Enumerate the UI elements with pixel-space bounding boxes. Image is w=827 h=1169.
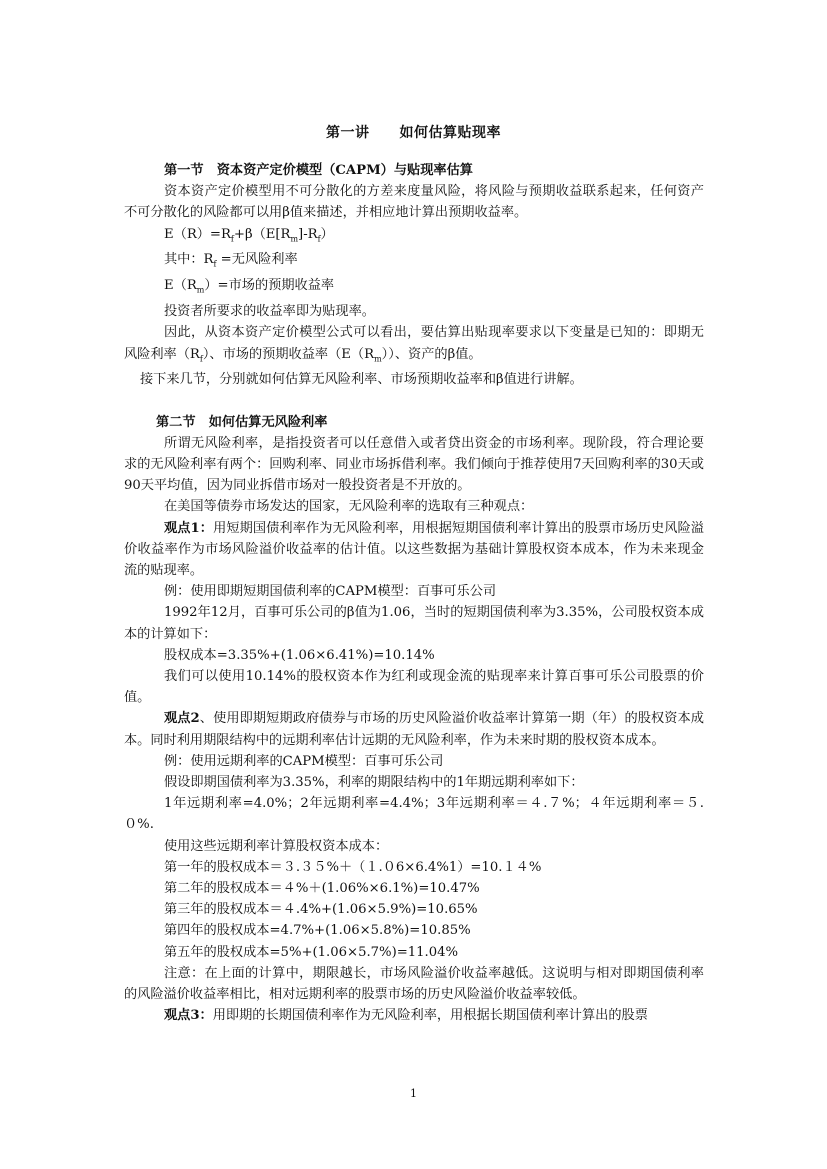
year2-cost: 第二年的股权成本＝４%＋(1.06%×6.1%)=10.47% [164, 881, 480, 897]
viewpoint2-label: 观点2 [164, 711, 200, 727]
note-para: 注意：在上面的计算中，期限越长，市场风险溢价收益率越低。这说明与相对即期国债利率的风险溢价收益率相比，相对远期利率的股票市场的历史风险溢价收益率较低。 [124, 965, 704, 1003]
viewpoint3 [124, 1005, 704, 1026]
capm-formula: $E(R)=R_f+\beta(E[R_m]-R_f)$ [164, 226, 334, 244]
section2-para1: 所谓无风险利率，是指投资者可以任意借入或者贷出资金的市场利率。现阶段，符合理论要求的无风险利率有两个：回购利率、同业市场拆借利率。我们倾向于推荐使用7天回购利率的30天或90天平均值，因为同业拆借市场对一般投资者是不开放的。 [124, 435, 704, 494]
example2-para: 假设即期国债利率为3.35%，利率的期限结构中的1年期远期利率如下： [164, 775, 584, 791]
viewpoint1-label: 观点1： [164, 520, 214, 536]
viewpoint1-text: 用短期国债利率作为无风险利率，用根据短期国债利率计算出的股票市场历史风险溢价收益率作为市场风险溢价收益率的估计值。以这些数据为基础计算股权资本成本，作为未来现金流的贴现率。 [124, 520, 704, 579]
example2-rates: 1年远期利率=4.0%；2年远期利率=4.4%；3年远期利率＝４.７%；４年远期利率＝５.０%. [124, 796, 704, 833]
viewpoint2 [124, 708, 704, 750]
lecture-number: 第一讲 [326, 125, 370, 141]
year5-cost: 第五年的股权成本=5%+(1.06×5.7%)=11.04% [164, 944, 459, 960]
example1-para: 1992年12月，百事可乐公司的β值为1.06，当时的短期国债利率为3.35%，公司股权资本成本的计算如下： [124, 605, 704, 642]
viewpoint3-label: 观点3： [164, 1008, 213, 1024]
document-body [124, 160, 704, 1026]
section1-para2: 投资者所要求的收益率即为贴现率。 [164, 304, 375, 320]
formula-rf-def: 其中：$R_f$ =无风险利率 [164, 252, 298, 270]
viewpoint1 [124, 518, 704, 582]
section1-heading: 第一节 资本资产定价模型（CAPM）与贴现率估算 [164, 163, 473, 178]
year3-cost: 第三年的股权成本＝４.4%+(1.06×5.9%)=10.65% [164, 902, 478, 918]
section1-para1: 资本资产定价模型用不可分散化的方差来度量风险，将风险与预期收益联系起来，任何资产不可分散化的风险都可以用β值来描述，并相应地计算出预期收益率。 [124, 184, 704, 221]
example1-formula: 股权成本=3.35%+(1.06×6.41%)=10.14% [164, 647, 435, 663]
section1-para4: 接下来几节，分别就如何估算无风险利率、市场预期收益率和β值进行讲解。 [140, 372, 583, 388]
section2-para2: 在美国等债券市场发达的国家，无风险利率的选取有三种观点： [164, 499, 534, 515]
example2-title: 例：使用远期利率的CAPM模型：百事可乐公司 [164, 753, 444, 769]
viewpoint2-text: 、使用即期短期政府债券与市场的历史风险溢价收益率计算第一期（年）的股权资本成本。同时利用期限结构中的远期利率估计远期的无风险利率，作为未来时期的股权资本成本。 [124, 711, 704, 748]
viewpoint3-text: 用即期的长期国债利率作为无风险利率，用根据长期国债利率计算出的股票 [212, 1008, 648, 1024]
example2-use: 使用这些远期利率计算股权资本成本： [164, 838, 389, 854]
example1-conclusion: 我们可以使用10.14%的股权资本作为红利或现金流的贴现率来计算百事可乐公司股票的价值。 [124, 669, 704, 706]
lecture-subject: 如何估算贴现率 [399, 125, 501, 141]
section1-para3: 因此，从资本资产定价模型公式可以看出，要估算出贴现率要求以下变量是已知的：即期无风险利率$(R_f)$、市场的预期收益率$(E(R_m))$、资产的β值。 [124, 325, 704, 364]
section2-heading: 第二节 如何估算无风险利率 [156, 414, 328, 430]
year4-cost: 第四年的股权成本=4.7%+(1.06×5.8%)=10.85% [164, 923, 471, 939]
page-number: 1 [410, 1087, 417, 1100]
year1-cost: 第一年的股权成本＝３.３５%＋（１.０6×6.4%1）=10.１４% [164, 859, 542, 875]
formula-rm-def: $E(R_m)=$市场的预期收益率 [164, 278, 335, 295]
lecture-title [0, 122, 827, 142]
example1-title: 例：使用即期短期国债利率的CAPM模型：百事可乐公司 [164, 584, 497, 600]
